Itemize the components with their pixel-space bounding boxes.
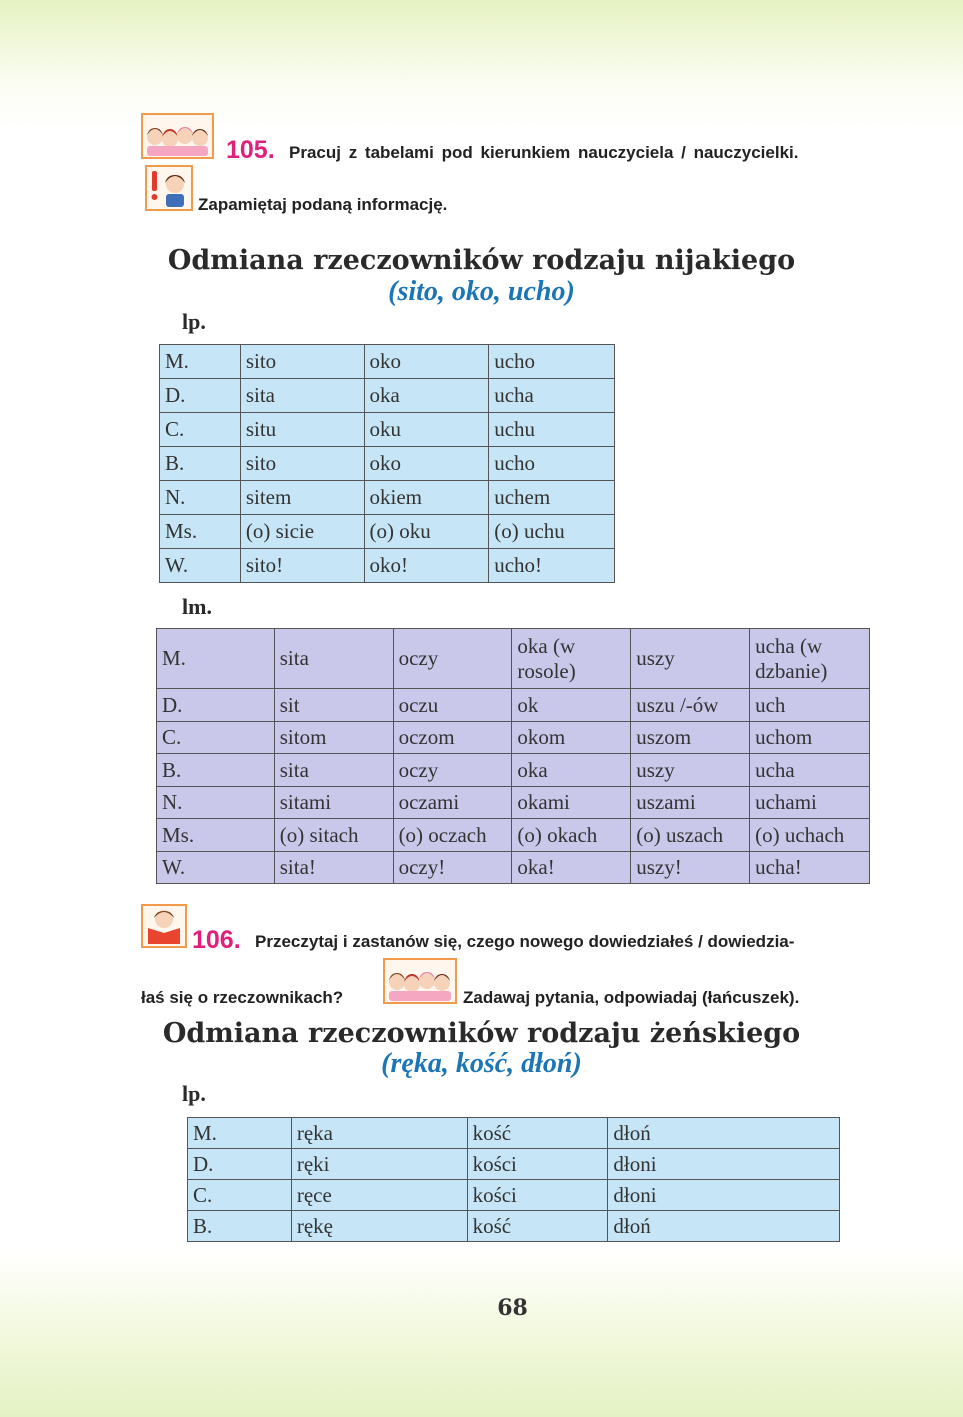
form-cell: sito bbox=[240, 345, 364, 379]
case-label-cell: M. bbox=[160, 345, 241, 379]
form-cell: kość bbox=[467, 1211, 608, 1242]
case-label-cell: C. bbox=[188, 1180, 292, 1211]
form-cell: uchu bbox=[489, 413, 615, 447]
form-cell: (o) uchu bbox=[489, 515, 615, 549]
form-cell: dłoni bbox=[608, 1180, 840, 1211]
form-cell: okami bbox=[512, 786, 631, 819]
form-cell: sita! bbox=[274, 851, 393, 884]
case-label-cell: N. bbox=[157, 786, 275, 819]
table-row bbox=[160, 345, 615, 379]
form-cell: uchem bbox=[489, 481, 615, 515]
form-cell: okom bbox=[512, 721, 631, 754]
form-cell: (o) sicie bbox=[240, 515, 364, 549]
neuter-singular-label: lp. bbox=[182, 309, 206, 334]
form-cell: (o) oczach bbox=[393, 819, 512, 852]
case-label-cell: C. bbox=[157, 721, 275, 754]
table-row bbox=[157, 629, 870, 689]
form-cell: ucho! bbox=[489, 549, 615, 583]
form-cell: ucha (w dzbanie) bbox=[750, 629, 870, 689]
form-cell: sita bbox=[274, 754, 393, 787]
exercise-106-instruction-part2: łaś się o rzeczownikach? bbox=[141, 988, 344, 1007]
form-cell: ucho bbox=[489, 447, 615, 481]
form-cell: dłoni bbox=[608, 1149, 840, 1180]
form-cell: oku bbox=[364, 413, 489, 447]
case-label-cell: Ms. bbox=[157, 819, 275, 852]
form-cell: ręce bbox=[291, 1180, 467, 1211]
form-cell: uszy! bbox=[631, 851, 750, 884]
form-cell: sitami bbox=[274, 786, 393, 819]
form-cell: uchom bbox=[750, 721, 870, 754]
form-cell: oka! bbox=[512, 851, 631, 884]
form-cell: ok bbox=[512, 689, 631, 722]
form-cell: sit bbox=[274, 689, 393, 722]
neuter-singular-table bbox=[159, 344, 615, 583]
reading-boy-icon bbox=[141, 904, 187, 948]
exclamation-girl-icon bbox=[145, 165, 193, 211]
feminine-declension-subtitle: (ręka, kość, dłoń) bbox=[381, 1048, 582, 1079]
page-number: 68 bbox=[497, 1295, 528, 1321]
form-cell: (o) sitach bbox=[274, 819, 393, 852]
form-cell: sitom bbox=[274, 721, 393, 754]
remember-instruction: Zapamiętaj podaną informację. bbox=[198, 195, 448, 214]
neuter-plural-table bbox=[156, 628, 870, 884]
form-cell: kości bbox=[467, 1180, 608, 1211]
case-label-cell: Ms. bbox=[160, 515, 241, 549]
table-row bbox=[160, 515, 615, 549]
form-cell: oczami bbox=[393, 786, 512, 819]
case-label-cell: M. bbox=[157, 629, 275, 689]
neuter-declension-title: Odmiana rzeczowników rodzaju nijakiego bbox=[167, 245, 796, 276]
form-cell: uchami bbox=[750, 786, 870, 819]
table-row bbox=[160, 481, 615, 515]
form-cell: okiem bbox=[364, 481, 489, 515]
table-row bbox=[160, 413, 615, 447]
form-cell: sito! bbox=[240, 549, 364, 583]
form-cell: oka bbox=[512, 754, 631, 787]
form-cell: oko! bbox=[364, 549, 489, 583]
case-label-cell: W. bbox=[157, 851, 275, 884]
case-label-cell: N. bbox=[160, 481, 241, 515]
case-label-cell: M. bbox=[188, 1118, 292, 1149]
form-cell: uszom bbox=[631, 721, 750, 754]
feminine-declension-title: Odmiana rzeczowników rodzaju żeńskiego bbox=[162, 1018, 801, 1049]
form-cell: oczy bbox=[393, 754, 512, 787]
form-cell: ręka bbox=[291, 1118, 467, 1149]
neuter-declension-subtitle: (sito, oko, ucho) bbox=[388, 276, 575, 307]
table-row bbox=[160, 447, 615, 481]
form-cell: oko bbox=[364, 345, 489, 379]
exercise-105-instruction: Pracuj z tabelami pod kierunkiem nauczyciela / nauczycielki. bbox=[289, 143, 799, 162]
case-label-cell: C. bbox=[160, 413, 241, 447]
table-row bbox=[157, 689, 870, 722]
table-row bbox=[188, 1211, 840, 1242]
table-row bbox=[160, 549, 615, 583]
table-row bbox=[157, 754, 870, 787]
case-label-cell: B. bbox=[160, 447, 241, 481]
table-row bbox=[188, 1118, 840, 1149]
children-group-icon bbox=[141, 113, 214, 159]
table-row bbox=[160, 379, 615, 413]
table-row bbox=[157, 786, 870, 819]
form-cell: uszami bbox=[631, 786, 750, 819]
form-cell: (o) oku bbox=[364, 515, 489, 549]
case-label-cell: D. bbox=[160, 379, 241, 413]
form-cell: kości bbox=[467, 1149, 608, 1180]
form-cell: dłoń bbox=[608, 1211, 840, 1242]
form-cell: sita bbox=[274, 629, 393, 689]
case-label-cell: W. bbox=[160, 549, 241, 583]
exercise-105-number: 105. bbox=[226, 136, 275, 164]
form-cell: sito bbox=[240, 447, 364, 481]
form-cell: situ bbox=[240, 413, 364, 447]
case-label-cell: D. bbox=[188, 1149, 292, 1180]
form-cell: ucho bbox=[489, 345, 615, 379]
neuter-plural-label: lm. bbox=[182, 594, 212, 619]
form-cell: rękę bbox=[291, 1211, 467, 1242]
form-cell: ręki bbox=[291, 1149, 467, 1180]
table-row bbox=[188, 1180, 840, 1211]
exercise-106-number: 106. bbox=[192, 926, 241, 954]
table-row bbox=[157, 851, 870, 884]
feminine-singular-label: lp. bbox=[182, 1081, 206, 1106]
case-label-cell: B. bbox=[157, 754, 275, 787]
form-cell: (o) okach bbox=[512, 819, 631, 852]
form-cell: oczy bbox=[393, 629, 512, 689]
form-cell: ucha! bbox=[750, 851, 870, 884]
exercise-106-instruction-part3: Zadawaj pytania, odpowiadaj (łańcuszek). bbox=[463, 988, 800, 1007]
children-group-icon bbox=[383, 958, 457, 1004]
table-row bbox=[188, 1149, 840, 1180]
form-cell: oczu bbox=[393, 689, 512, 722]
form-cell: (o) uchach bbox=[750, 819, 870, 852]
form-cell: uszy bbox=[631, 754, 750, 787]
form-cell: uch bbox=[750, 689, 870, 722]
feminine-singular-table bbox=[187, 1117, 840, 1242]
form-cell: oczom bbox=[393, 721, 512, 754]
form-cell: uszy bbox=[631, 629, 750, 689]
form-cell: sita bbox=[240, 379, 364, 413]
form-cell: (o) uszach bbox=[631, 819, 750, 852]
table-row bbox=[157, 819, 870, 852]
form-cell: oka (w rosole) bbox=[512, 629, 631, 689]
form-cell: uszu /-ów bbox=[631, 689, 750, 722]
form-cell: ucha bbox=[489, 379, 615, 413]
case-label-cell: D. bbox=[157, 689, 275, 722]
form-cell: ucha bbox=[750, 754, 870, 787]
form-cell: oczy! bbox=[393, 851, 512, 884]
form-cell: kość bbox=[467, 1118, 608, 1149]
form-cell: oko bbox=[364, 447, 489, 481]
form-cell: dłoń bbox=[608, 1118, 840, 1149]
case-label-cell: B. bbox=[188, 1211, 292, 1242]
table-row bbox=[157, 721, 870, 754]
form-cell: oka bbox=[364, 379, 489, 413]
exercise-106-instruction-part1: Przeczytaj i zastanów się, czego nowego dowiedziałeś / dowiedzia- bbox=[255, 932, 795, 951]
form-cell: sitem bbox=[240, 481, 364, 515]
